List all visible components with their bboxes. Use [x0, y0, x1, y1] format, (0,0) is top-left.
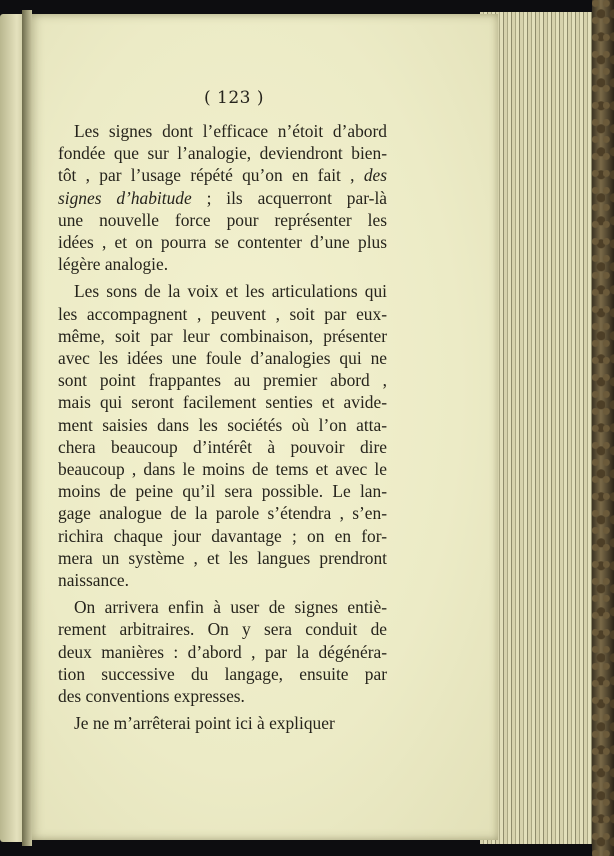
paragraph	[58, 120, 387, 275]
text-run: moins de peine qu’il sera possible. Le lan-	[58, 481, 387, 502]
page-number: ( 123 )	[203, 88, 265, 108]
text-run: gage analogue de la parole s’étendra , s’en-	[58, 503, 387, 524]
paragraph	[58, 596, 387, 707]
text-run: fondée que sur l’analogie, deviendront bien-	[58, 143, 387, 164]
gutter-shadow	[22, 10, 32, 846]
text-line	[58, 525, 387, 547]
text-line	[58, 253, 387, 275]
text-line	[58, 280, 387, 302]
text-line	[58, 502, 387, 524]
text-line	[58, 231, 387, 253]
text-run: une nouvelle force pour représenter les	[58, 209, 387, 230]
text-line	[58, 347, 387, 369]
italic-phrase: signes d’habitude	[58, 187, 192, 208]
text-line	[58, 618, 387, 640]
text-run: Les signes dont l’efficace n’étoit d’abord	[74, 121, 387, 141]
text-line	[58, 209, 387, 231]
text-line	[58, 164, 387, 186]
text-run: des conventions expresses.	[58, 686, 245, 707]
text-run: avec les idées une foule d’analogies qui ne	[58, 348, 387, 369]
text-run: mais qui seront facilement senties et avide-	[58, 392, 387, 413]
italic-phrase: des	[363, 165, 387, 186]
text-line	[58, 458, 387, 480]
text-run: tôt , par l’usage répété qu’on en fait ,	[58, 165, 364, 186]
left-page-edge	[0, 14, 24, 842]
text-line	[58, 436, 387, 458]
text-run: naissance.	[58, 570, 129, 591]
text-line	[58, 569, 387, 591]
text-run: tion successive du langage, ensuite par	[58, 663, 387, 684]
paragraph	[58, 280, 387, 591]
book-page	[28, 14, 498, 840]
text-line	[58, 120, 387, 142]
text-run: rement arbitraires. On y sera conduit de	[58, 619, 387, 640]
text-run: deux manières : d’abord , par la dégénéra-	[58, 641, 387, 662]
text-run: même, soit par leur combinaison, présenter	[58, 325, 387, 346]
text-line	[58, 325, 387, 347]
text-line	[58, 547, 387, 569]
text-line	[58, 303, 387, 325]
text-line	[58, 663, 387, 685]
text-line	[58, 641, 387, 663]
paragraph	[58, 712, 387, 734]
text-run: On arrivera enfin à user de signes entiè-	[74, 597, 387, 618]
text-run: chera beaucoup d’intérêt à pouvoir dire	[58, 436, 387, 457]
text-run: ; ils acquerront par-là	[191, 187, 387, 208]
page-stack-edges	[480, 12, 610, 844]
text-line	[58, 187, 387, 209]
text-line	[58, 142, 387, 164]
text-line	[58, 712, 387, 734]
text-line	[58, 685, 387, 707]
text-run: idées , et on pourra se contenter d’une plus	[58, 232, 387, 253]
text-run: sont point frappantes au premier abord ,	[58, 370, 387, 391]
text-line	[58, 414, 387, 436]
text-run: les accompagnent , peuvent , soit par eux-	[58, 303, 387, 324]
text-run: ment saisies dans les sociétés où l’on atta-	[58, 414, 387, 435]
text-run: Je ne m’arrêterai point ici à expliquer	[74, 713, 335, 734]
marbled-binding	[592, 0, 614, 856]
text-run: légère analogie.	[58, 254, 169, 275]
text-run: mera un système , et les langues prendront	[58, 547, 387, 568]
text-run: Les sons de la voix et les articulations qui	[74, 281, 387, 302]
text-line	[58, 596, 387, 618]
text-run: richira chaque jour davantage ; on en for-	[58, 525, 387, 546]
text-run: beaucoup , dans le moins de tems et avec le	[58, 459, 387, 480]
text-line	[58, 480, 387, 502]
text-line	[58, 391, 387, 413]
body-text	[58, 120, 387, 739]
text-line	[58, 369, 387, 391]
